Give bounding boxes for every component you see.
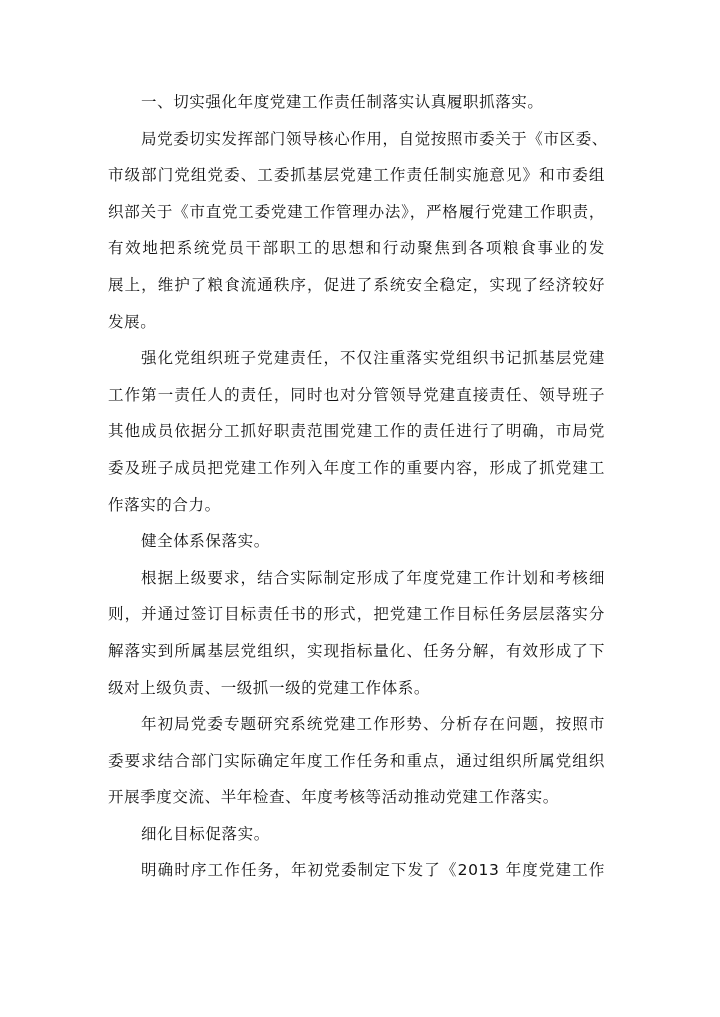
- text-line: 年初局党委专题研究系统党建工作形势、分析存在问题，按照市: [141, 715, 605, 734]
- text-line: 市级部门党组党委、工委抓基层党建工作责任制实施意见》和市委组: [108, 166, 605, 185]
- text-line: 其他成员依据分工抓好职责范围党建工作的责任进行了明确，市局党: [108, 422, 605, 441]
- text-line: 解落实到所属基层党组织，实现指标量化、任务分解，有效形成了下: [108, 641, 605, 660]
- text-line: 健全体系保落实。: [141, 532, 270, 551]
- text-line: 作落实的合力。: [108, 495, 221, 514]
- text-line: 工作第一责任人的责任，同时也对分管领导党建直接责任、领导班子: [108, 385, 605, 404]
- text-line: 级对上级负责、一级抓一级的党建工作体系。: [108, 678, 431, 697]
- text-line: 委要求结合部门实际确定年度工作任务和重点，通过组织所属党组织: [108, 751, 605, 770]
- text-line: 明确时序工作任务，年初党委制定下发了《2013 年度党建工作: [141, 861, 605, 880]
- text-line: 有效地把系统党员干部职工的思想和行动聚焦到各项粮食事业的发: [108, 239, 605, 258]
- document-body: [108, 84, 608, 889]
- text-line: 开展季度交流、半年检查、年度考核等活动推动党建工作落实。: [108, 788, 559, 807]
- text-line: 展上，维护了粮食流通秩序，促进了系统安全稳定，实现了经济较好: [108, 275, 605, 294]
- text-line: 局党委切实发挥部门领导核心作用，自觉按照市委关于《市区委、: [141, 129, 608, 148]
- text-line: 委及班子成员把党建工作列入年度工作的重要内容，形成了抓党建工: [108, 458, 605, 477]
- text-line: 织部关于《市直党工委党建工作管理办法》，严格履行党建工作职责，: [108, 202, 605, 221]
- text-line: 强化党组织班子党建责任，不仅注重落实党组织书记抓基层党建: [141, 349, 605, 368]
- text-line: 则，并通过签订目标责任书的形式，把党建工作目标任务层层落实分: [108, 605, 605, 624]
- text-line: 根据上级要求，结合实际制定形成了年度党建工作计划和考核细: [141, 568, 605, 587]
- text-line: 一、切实强化年度党建工作责任制落实认真履职抓落实。: [141, 93, 544, 111]
- text-line: 发展。: [108, 312, 157, 331]
- text-line: 细化目标促落实。: [141, 824, 270, 843]
